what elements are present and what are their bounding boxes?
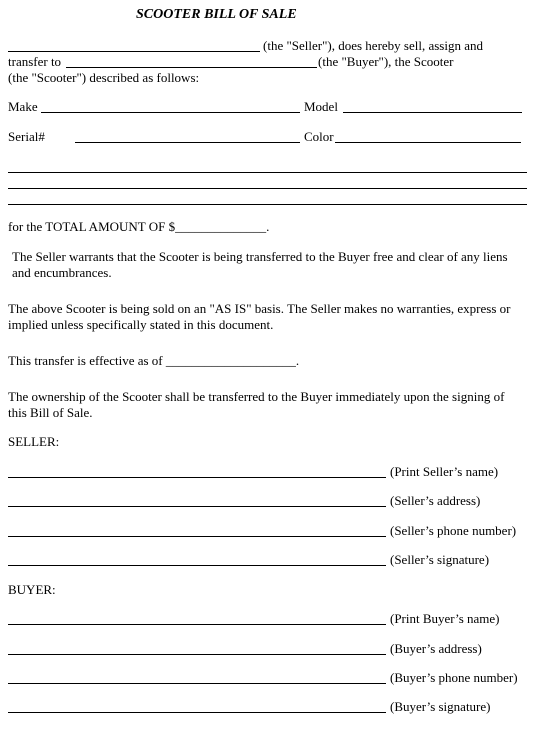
seller-phone-field[interactable] xyxy=(8,536,386,537)
make-field[interactable] xyxy=(41,112,300,113)
ownership-text: The ownership of the Scooter shall be transferred to the Buyer immediately upon the signing of this Bill of Sale. xyxy=(8,389,505,420)
seller-name-blank[interactable] xyxy=(8,51,260,52)
scooter-clause: (the "Scooter") described as follows: xyxy=(8,70,200,85)
total-amount-label: for the TOTAL AMOUNT OF $ xyxy=(8,219,176,234)
serial-label: Serial# xyxy=(8,129,45,144)
buyer-heading: BUYER: xyxy=(8,582,56,597)
seller-signature-label: (Seller’s signature) xyxy=(390,552,490,567)
model-field[interactable] xyxy=(343,112,522,113)
buyer-name-field[interactable] xyxy=(8,624,386,625)
buyer-name-label: (Print Buyer’s name) xyxy=(390,611,500,626)
buyer-address-label: (Buyer’s address) xyxy=(390,641,482,656)
seller-phone-label: (Seller’s phone number) xyxy=(390,523,517,538)
total-amount-blank[interactable]: ______________ xyxy=(175,219,267,234)
buyer-phone-field[interactable] xyxy=(8,683,386,684)
effective-date-period: . xyxy=(295,353,300,368)
model-label: Model xyxy=(304,99,338,114)
effective-date-blank[interactable]: ____________________ xyxy=(165,353,296,368)
make-label: Make xyxy=(8,99,38,114)
effective-date-line xyxy=(8,353,299,369)
buyer-signature-label: (Buyer’s signature) xyxy=(390,699,491,714)
serial-field[interactable] xyxy=(75,142,300,143)
buyer-address-field[interactable] xyxy=(8,654,386,655)
color-label: Color xyxy=(304,129,334,144)
document-title: SCOOTER BILL OF SALE xyxy=(136,7,297,22)
ownership-paragraph xyxy=(8,389,523,421)
seller-name-label: (Print Seller’s name) xyxy=(390,464,499,479)
seller-heading: SELLER: xyxy=(8,434,60,449)
warranty-paragraph: The Seller warrants that the Scooter is being transferred to the Buyer free and clear of any liens and encumbrances. xyxy=(12,249,508,280)
seller-address-label: (Seller’s address) xyxy=(390,493,481,508)
color-field[interactable] xyxy=(335,142,521,143)
buyer-phone-label: (Buyer’s phone number) xyxy=(390,670,518,685)
total-amount-line xyxy=(8,219,269,235)
description-line[interactable] xyxy=(8,172,527,173)
seller-clause: (the "Seller"), does hereby sell, assign and xyxy=(263,38,483,53)
seller-signature-field[interactable] xyxy=(8,565,386,566)
as-is-paragraph: The above Scooter is being sold on an "AS IS" basis. The Seller makes no warranties, express or implied unless specifically stated in this document. xyxy=(8,301,511,332)
buyer-signature-field[interactable] xyxy=(8,712,386,713)
transfer-to-label: transfer to xyxy=(8,54,62,69)
description-line[interactable] xyxy=(8,188,527,189)
effective-date-label: This transfer is effective as of xyxy=(8,353,163,368)
description-line[interactable] xyxy=(8,204,527,205)
seller-address-field[interactable] xyxy=(8,506,386,507)
buyer-clause: (the "Buyer"), the Scooter xyxy=(318,54,454,69)
buyer-name-blank[interactable] xyxy=(66,67,317,68)
total-amount-period: . xyxy=(266,219,270,234)
seller-name-field[interactable] xyxy=(8,477,386,478)
